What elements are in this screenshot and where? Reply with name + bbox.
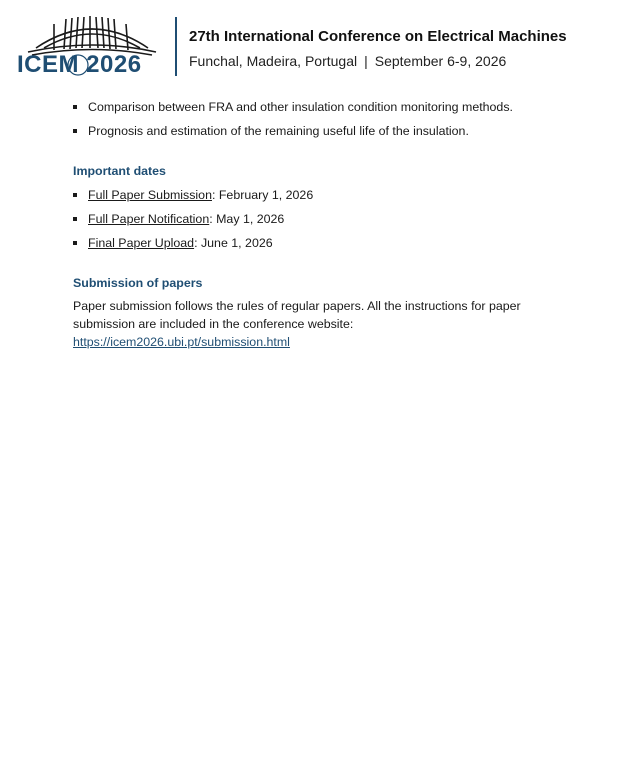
document-body bbox=[73, 98, 573, 351]
subtitle-separator: | bbox=[364, 53, 368, 69]
list-item bbox=[73, 210, 573, 228]
conference-location: Funchal, Madeira, Portugal bbox=[189, 53, 358, 69]
bullet-icon bbox=[73, 129, 77, 133]
conference-dates: September 6-9, 2026 bbox=[374, 53, 507, 69]
date-value: : May 1, 2026 bbox=[209, 212, 285, 226]
submission-link[interactable]: https://icem2026.ubi.pt/submission.html bbox=[73, 335, 290, 349]
topics-list bbox=[73, 98, 573, 140]
bullet-icon bbox=[73, 241, 77, 245]
conference-title: 27th International Conference on Electrical Machines bbox=[189, 28, 567, 45]
conference-subtitle bbox=[189, 51, 506, 71]
list-item bbox=[73, 98, 573, 116]
list-item bbox=[73, 122, 573, 140]
date-label: Final Paper Upload bbox=[88, 236, 195, 250]
logo-wordmark: ICEM 2026 bbox=[17, 51, 142, 78]
bullet-icon bbox=[73, 217, 77, 221]
submission-text: Paper submission follows the rules of regular papers. All the instructions for paper submission are included in the conference website: bbox=[73, 299, 521, 331]
list-item bbox=[73, 186, 573, 204]
header-divider bbox=[175, 17, 177, 76]
page-header bbox=[0, 0, 635, 90]
date-label: Full Paper Notification bbox=[88, 212, 210, 226]
topic-text: Comparison between FRA and other insulation condition monitoring methods. bbox=[88, 100, 513, 114]
date-value: : February 1, 2026 bbox=[211, 188, 314, 202]
bullet-icon bbox=[73, 105, 77, 109]
date-label: Full Paper Submission bbox=[88, 188, 212, 202]
date-value: : June 1, 2026 bbox=[194, 236, 273, 250]
list-item bbox=[73, 234, 573, 252]
icem-logo bbox=[14, 14, 170, 80]
submission-heading: Submission of papers bbox=[73, 276, 203, 290]
important-dates-list bbox=[73, 186, 573, 252]
topic-text: Prognosis and estimation of the remaining useful life of the insulation. bbox=[88, 124, 469, 138]
bullet-icon bbox=[73, 193, 77, 197]
important-dates-heading: Important dates bbox=[73, 164, 166, 178]
